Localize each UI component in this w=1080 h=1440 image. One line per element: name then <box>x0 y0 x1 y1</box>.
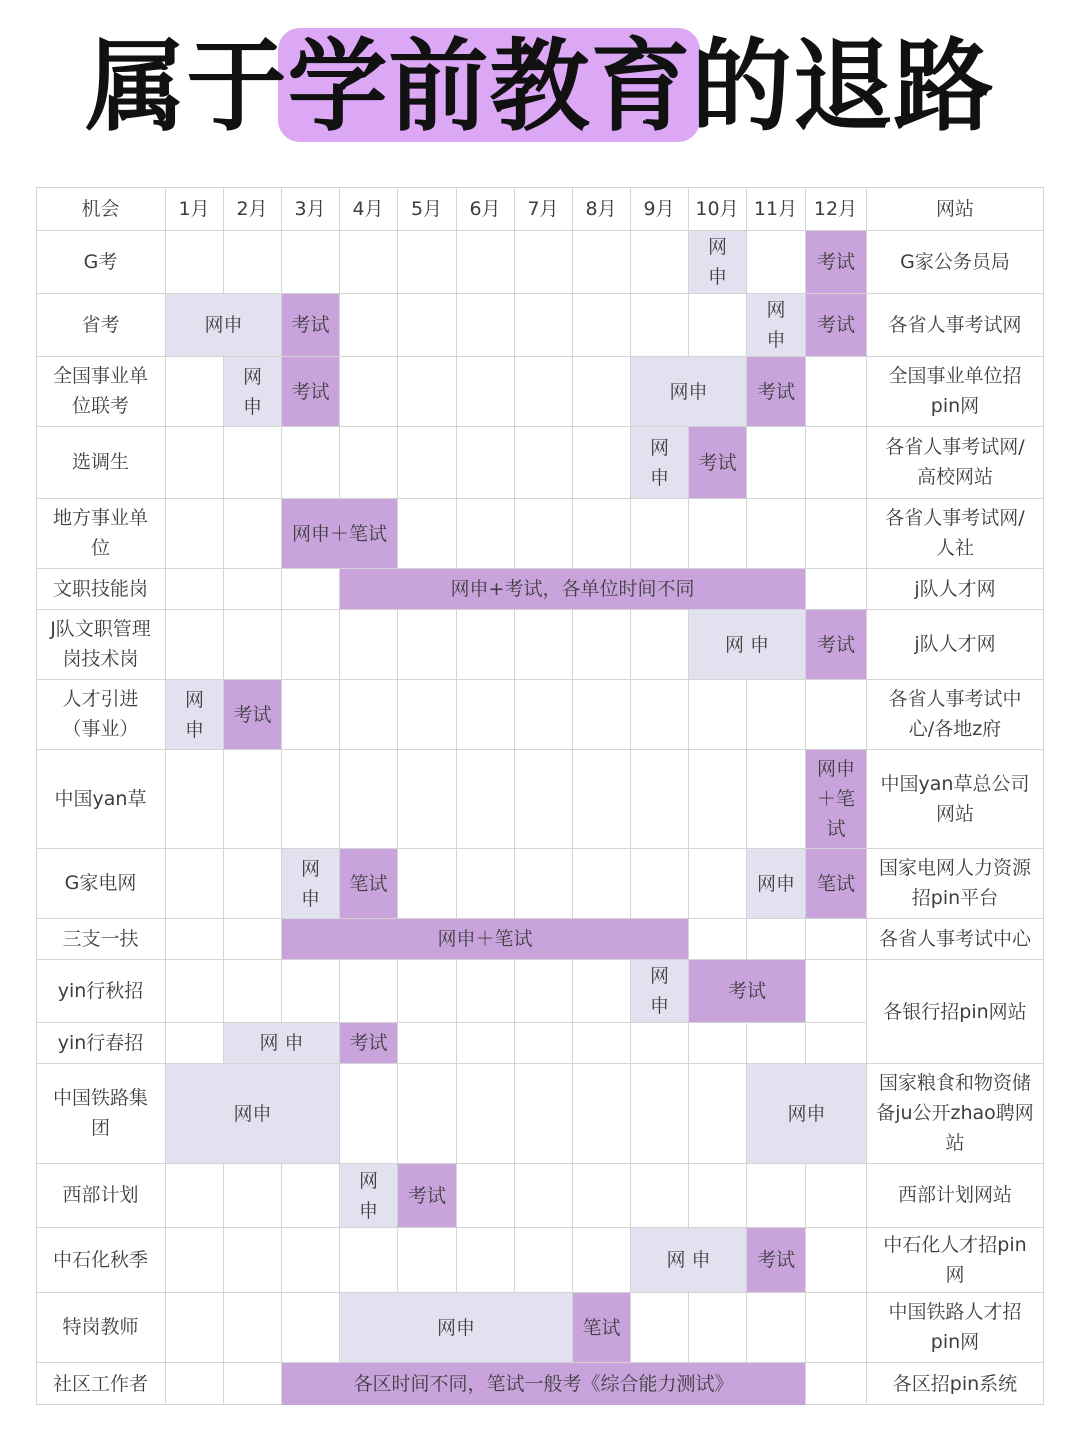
apply-period-bar: 网 申 <box>689 231 746 293</box>
row-website: 全国事业单位招 pin网 <box>888 365 1022 417</box>
apply-period-bar: 网 申 <box>166 680 223 749</box>
row-name: 西部计划 <box>62 1184 139 1206</box>
row-name: 选调生 <box>71 451 129 473</box>
row-website: 中国铁路人才招 pin网 <box>888 1301 1022 1353</box>
grid-line-vertical <box>572 187 573 1405</box>
row-website: 中国yan草总公司 网站 <box>880 772 1030 825</box>
apply-period-bar: 网 申 <box>747 294 805 356</box>
header-month: 2月 <box>236 197 268 220</box>
row-name: 中国yan草 <box>54 787 147 810</box>
row-website: j队人才网 <box>914 633 996 655</box>
exam-period-bar: 考试 <box>398 1164 456 1227</box>
row-website: 各银行招pin网站 <box>867 960 1043 1063</box>
row-website: G家公务员局 <box>900 250 1010 273</box>
header-month: 8月 <box>585 197 617 220</box>
header-month: 3月 <box>294 197 326 220</box>
grid-line-vertical <box>456 187 457 1405</box>
row-website: 各省人事考试网/ 高校网站 <box>885 436 1025 488</box>
title-suffix: 的退路 <box>691 28 995 145</box>
exam-period-bar: 考试 <box>806 294 866 356</box>
header-website: 网站 <box>935 197 974 220</box>
row-name: yin行秋招 <box>57 979 144 1002</box>
header-month: 12月 <box>813 197 858 220</box>
schedule-table <box>36 187 1044 1405</box>
row-name: G家电网 <box>64 872 137 894</box>
header-month: 5月 <box>410 197 443 220</box>
row-name: 中石化秋季 <box>52 1248 148 1271</box>
exam-period-bar: 笔试 <box>340 849 397 918</box>
apply-period-bar: 网 申 <box>224 1023 339 1063</box>
apply-period-bar: 网申 <box>166 294 281 356</box>
row-name: 全国事业单 位联考 <box>52 365 148 417</box>
header-month: 9月 <box>643 197 675 220</box>
title-area <box>0 0 1080 180</box>
header-month: 7月 <box>527 197 559 220</box>
title-prefix: 属于 <box>85 28 288 145</box>
row-website: 各省人事考试网 <box>888 313 1022 336</box>
apply-period-bar: 网 申 <box>340 1164 397 1227</box>
row-name: 中国铁路集 团 <box>52 1087 148 1139</box>
exam-period-bar: 考试 <box>806 610 866 679</box>
apply-period-bar: 网申 <box>747 1064 866 1163</box>
apply-period-bar: 网 申 <box>631 1228 746 1292</box>
exam-period-bar: 网申+考试，各单位时间不同 <box>340 569 805 609</box>
row-name: J队文职管理 岗技术岗 <box>50 618 151 670</box>
apply-period-bar: 网 申 <box>224 357 281 426</box>
row-name: 文职技能岗 <box>52 577 148 600</box>
apply-period-bar: 网申 <box>340 1293 572 1362</box>
grid-line-vertical <box>165 187 166 1405</box>
row-name: 社区工作者 <box>52 1372 148 1395</box>
exam-period-bar: 网申 ＋笔 试 <box>806 750 866 848</box>
row-name: 地方事业单 位 <box>52 507 148 559</box>
exam-period-bar: 考试 <box>282 357 339 426</box>
exam-period-bar: 网申＋笔试 <box>282 499 397 568</box>
apply-period-bar: 网 申 <box>689 610 805 679</box>
exam-period-bar: 考试 <box>747 1228 805 1292</box>
grid-line-vertical <box>514 187 515 1405</box>
apply-period-bar: 网 申 <box>631 960 688 1022</box>
row-website: 各省人事考试网/ 人社 <box>885 507 1025 559</box>
row-name: 特岗教师 <box>62 1316 139 1338</box>
header-month: 10月 <box>695 197 739 220</box>
exam-period-bar: 笔试 <box>806 849 866 918</box>
exam-period-bar: 网申＋笔试 <box>282 919 688 959</box>
apply-period-bar: 网申 <box>166 1064 339 1163</box>
page-title <box>0 22 1080 152</box>
row-name: 省考 <box>81 313 120 336</box>
title-highlight-text: 学前教育 <box>287 28 692 145</box>
exam-period-bar: 考试 <box>806 231 866 293</box>
apply-period-bar: 网 申 <box>282 849 339 918</box>
row-name: G考 <box>83 250 118 273</box>
header-opportunity: 机会 <box>81 197 120 220</box>
header-month: 1月 <box>178 197 210 220</box>
row-website: 各省人事考试中 心/各地z府 <box>888 688 1022 740</box>
row-name: 三支一扶 <box>62 927 139 950</box>
exam-period-bar: 考试 <box>689 960 805 1022</box>
row-website: 各省人事考试中心 <box>878 927 1031 950</box>
row-website: 国家电网人力资源 招pin平台 <box>878 857 1031 909</box>
row-website: 各区招pin系统 <box>892 1372 1018 1395</box>
header-month: 6月 <box>469 197 501 220</box>
exam-period-bar: 考试 <box>282 294 339 356</box>
exam-period-bar: 笔试 <box>573 1293 630 1362</box>
exam-period-bar: 考试 <box>224 680 281 749</box>
header-month: 11月 <box>753 197 798 220</box>
exam-period-bar: 考试 <box>340 1023 397 1063</box>
header-month: 4月 <box>352 197 384 220</box>
row-name: yin行春招 <box>57 1031 144 1054</box>
exam-period-bar: 各区时间不同，笔试一般考《综合能力测试》 <box>282 1363 805 1405</box>
row-website: 中石化人才招pin 网 <box>883 1233 1027 1286</box>
exam-period-bar: 考试 <box>747 357 805 426</box>
row-website: j队人才网 <box>914 577 996 600</box>
apply-period-bar: 网 申 <box>631 427 688 498</box>
apply-period-bar: 网申 <box>631 357 746 426</box>
apply-period-bar: 网申 <box>747 849 805 918</box>
row-name: 人才引进 （事业） <box>62 688 139 740</box>
exam-period-bar: 考试 <box>689 427 746 498</box>
row-website: 国家粮食和物资储 备ju公开zhao聘网 站 <box>876 1072 1034 1154</box>
row-website: 西部计划网站 <box>897 1184 1012 1206</box>
